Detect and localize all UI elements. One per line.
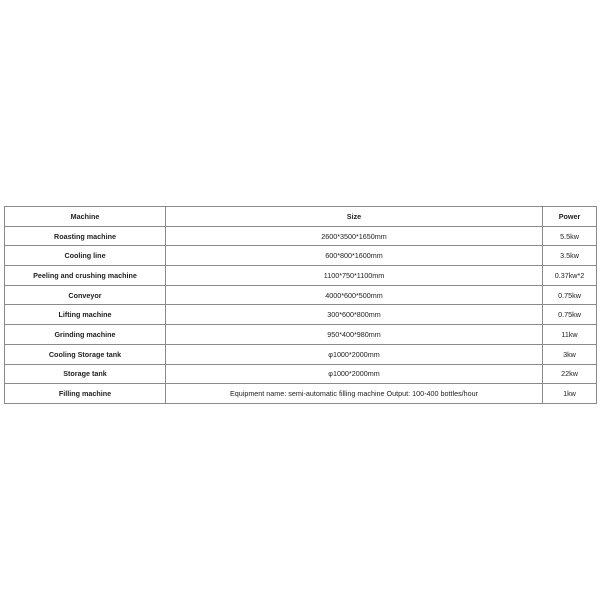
machine-cell: Grinding machine xyxy=(5,325,166,345)
size-cell: 600*800*1600mm xyxy=(166,246,543,266)
machine-cell: Cooling Storage tank xyxy=(5,344,166,364)
machine-cell: Cooling line xyxy=(5,246,166,266)
power-cell: 0.75kw xyxy=(543,305,597,325)
machine-cell: Conveyor xyxy=(5,285,166,305)
size-cell: 2600*3500*1650mm xyxy=(166,226,543,246)
size-cell: φ1000*2000mm xyxy=(166,344,543,364)
table-row xyxy=(5,246,597,266)
table-row xyxy=(5,364,597,384)
power-cell: 5.5kw xyxy=(543,226,597,246)
power-cell: 1kw xyxy=(543,384,597,404)
machine-cell: Peeling and crushing machine xyxy=(5,266,166,286)
table-row xyxy=(5,384,597,404)
size-cell: 300*600*800mm xyxy=(166,305,543,325)
table-row xyxy=(5,325,597,345)
power-cell: 3kw xyxy=(543,344,597,364)
machine-cell: Storage tank xyxy=(5,364,166,384)
size-cell: Equipment name: semi-automatic filling machine Output: 100-400 bottles/hour xyxy=(166,384,543,404)
equipment-table-container xyxy=(4,206,596,404)
power-cell: 0.37kw*2 xyxy=(543,266,597,286)
table-row xyxy=(5,285,597,305)
header-power: Power xyxy=(543,207,597,227)
table-row xyxy=(5,226,597,246)
table-header-row xyxy=(5,207,597,227)
header-machine: Machine xyxy=(5,207,166,227)
table-row xyxy=(5,266,597,286)
table-row xyxy=(5,344,597,364)
power-cell: 0.75kw xyxy=(543,285,597,305)
table-row xyxy=(5,305,597,325)
size-cell: 950*400*980mm xyxy=(166,325,543,345)
size-cell: 4000*600*500mm xyxy=(166,285,543,305)
size-cell: 1100*750*1100mm xyxy=(166,266,543,286)
machine-cell: Lifting machine xyxy=(5,305,166,325)
power-cell: 3.5kw xyxy=(543,246,597,266)
machine-cell: Filling machine xyxy=(5,384,166,404)
header-size: Size xyxy=(166,207,543,227)
power-cell: 22kw xyxy=(543,364,597,384)
machine-cell: Roasting machine xyxy=(5,226,166,246)
power-cell: 11kw xyxy=(543,325,597,345)
equipment-table xyxy=(4,206,597,404)
size-cell: φ1000*2000mm xyxy=(166,364,543,384)
